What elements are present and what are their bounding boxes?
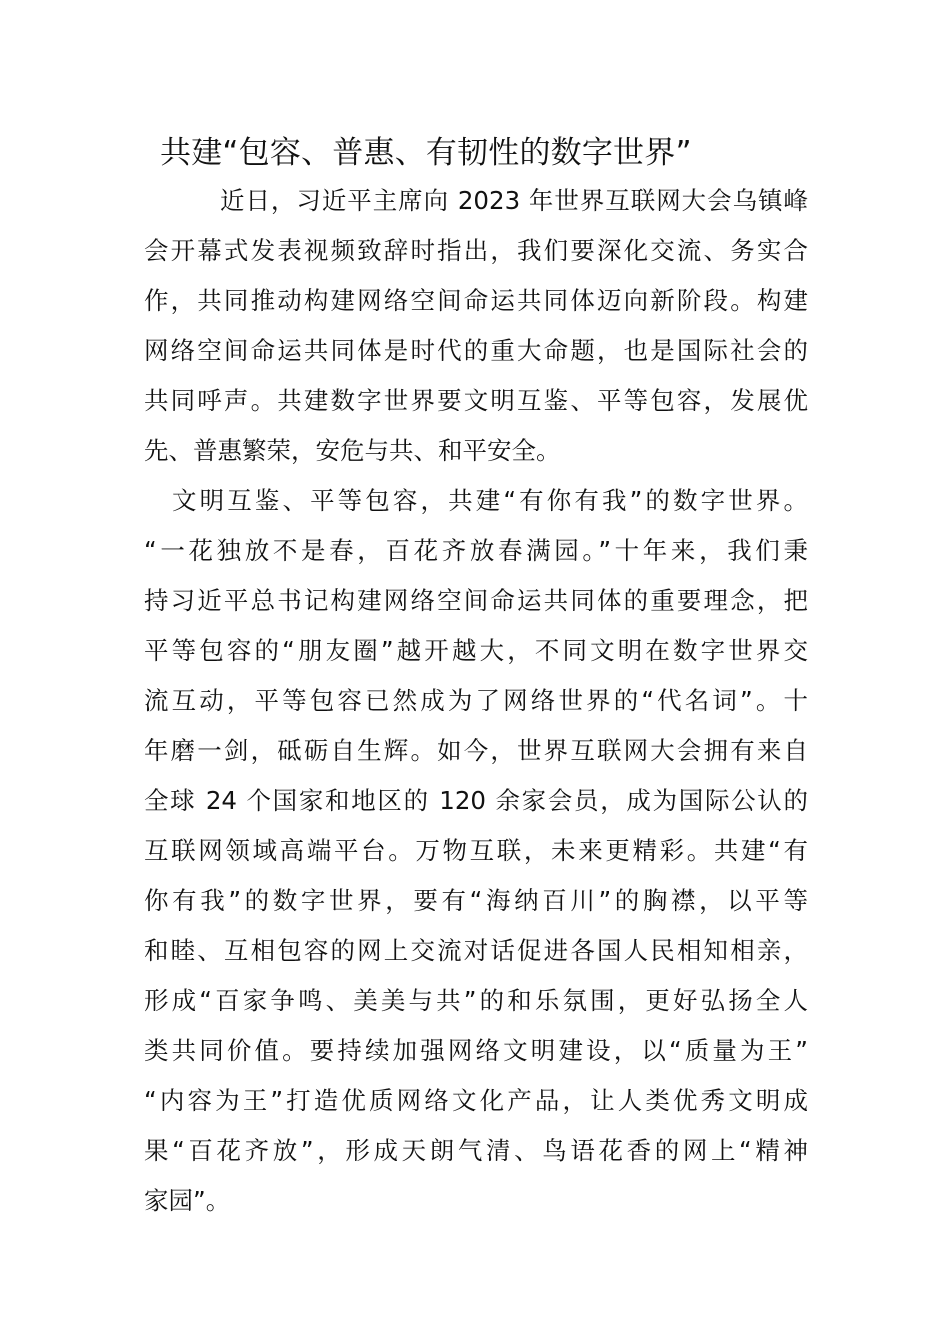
paragraph-line: 先、普惠繁荣，安危与共、和平安全。	[144, 436, 561, 465]
paragraph-line: “一花独放不是春，百花齐放春满园。”十年来，我们秉	[144, 536, 808, 565]
paragraph-line: 全球 24 个国家和地区的 120 余家会员，成为国际公认的	[144, 786, 808, 815]
paragraph-line: 类共同价值。要持续加强网络文明建设，以“质量为王”	[144, 1036, 808, 1065]
paragraph-line: 网络空间命运共同体是时代的重大命题，也是国际社会的	[144, 336, 808, 365]
paragraph-2	[144, 476, 808, 1226]
paragraph-line: 共同呼声。共建数字世界要文明互鉴、平等包容，发展优	[144, 386, 808, 415]
paragraph-line: 近日，习近平主席向 2023 年世界互联网大会乌镇峰	[220, 186, 808, 215]
paragraph-line: 互联网领域高端平台。万物互联，未来更精彩。共建“有	[144, 836, 808, 865]
paragraph-line: 年磨一剑，砥砺自生辉。如今，世界互联网大会拥有来自	[144, 736, 808, 765]
paragraph-line: 会开幕式发表视频致辞时指出，我们要深化交流、务实合	[144, 236, 808, 265]
paragraph-line: 果“百花齐放”，形成天朗气清、鸟语花香的网上“精神	[144, 1136, 808, 1165]
paragraph-1	[144, 176, 808, 476]
paragraph-line: “内容为王”打造优质网络文化产品，让人类优秀文明成	[144, 1086, 808, 1115]
paragraph-line: 你有我”的数字世界，要有“海纳百川”的胸襟，以平等	[144, 886, 808, 915]
paragraph-line: 平等包容的“朋友圈”越开越大，不同文明在数字世界交	[144, 636, 808, 665]
paragraph-line: 文明互鉴、平等包容，共建“有你有我”的数字世界。	[172, 486, 808, 515]
document-title: 共建“包容、普惠、有韧性的数字世界”	[160, 135, 692, 171]
paragraph-line: 持习近平总书记构建网络空间命运共同体的重要理念，把	[144, 586, 808, 615]
paragraph-line: 作，共同推动构建网络空间命运共同体迈向新阶段。构建	[144, 286, 808, 315]
paragraph-line: 家园”。	[144, 1186, 231, 1215]
paragraph-line: 形成“百家争鸣、美美与共”的和乐氛围，更好弘扬全人	[144, 986, 808, 1015]
paragraph-line: 流互动，平等包容已然成为了网络世界的“代名词”。十	[144, 686, 808, 715]
paragraph-line: 和睦、互相包容的网上交流对话促进各国人民相知相亲，	[144, 936, 808, 965]
